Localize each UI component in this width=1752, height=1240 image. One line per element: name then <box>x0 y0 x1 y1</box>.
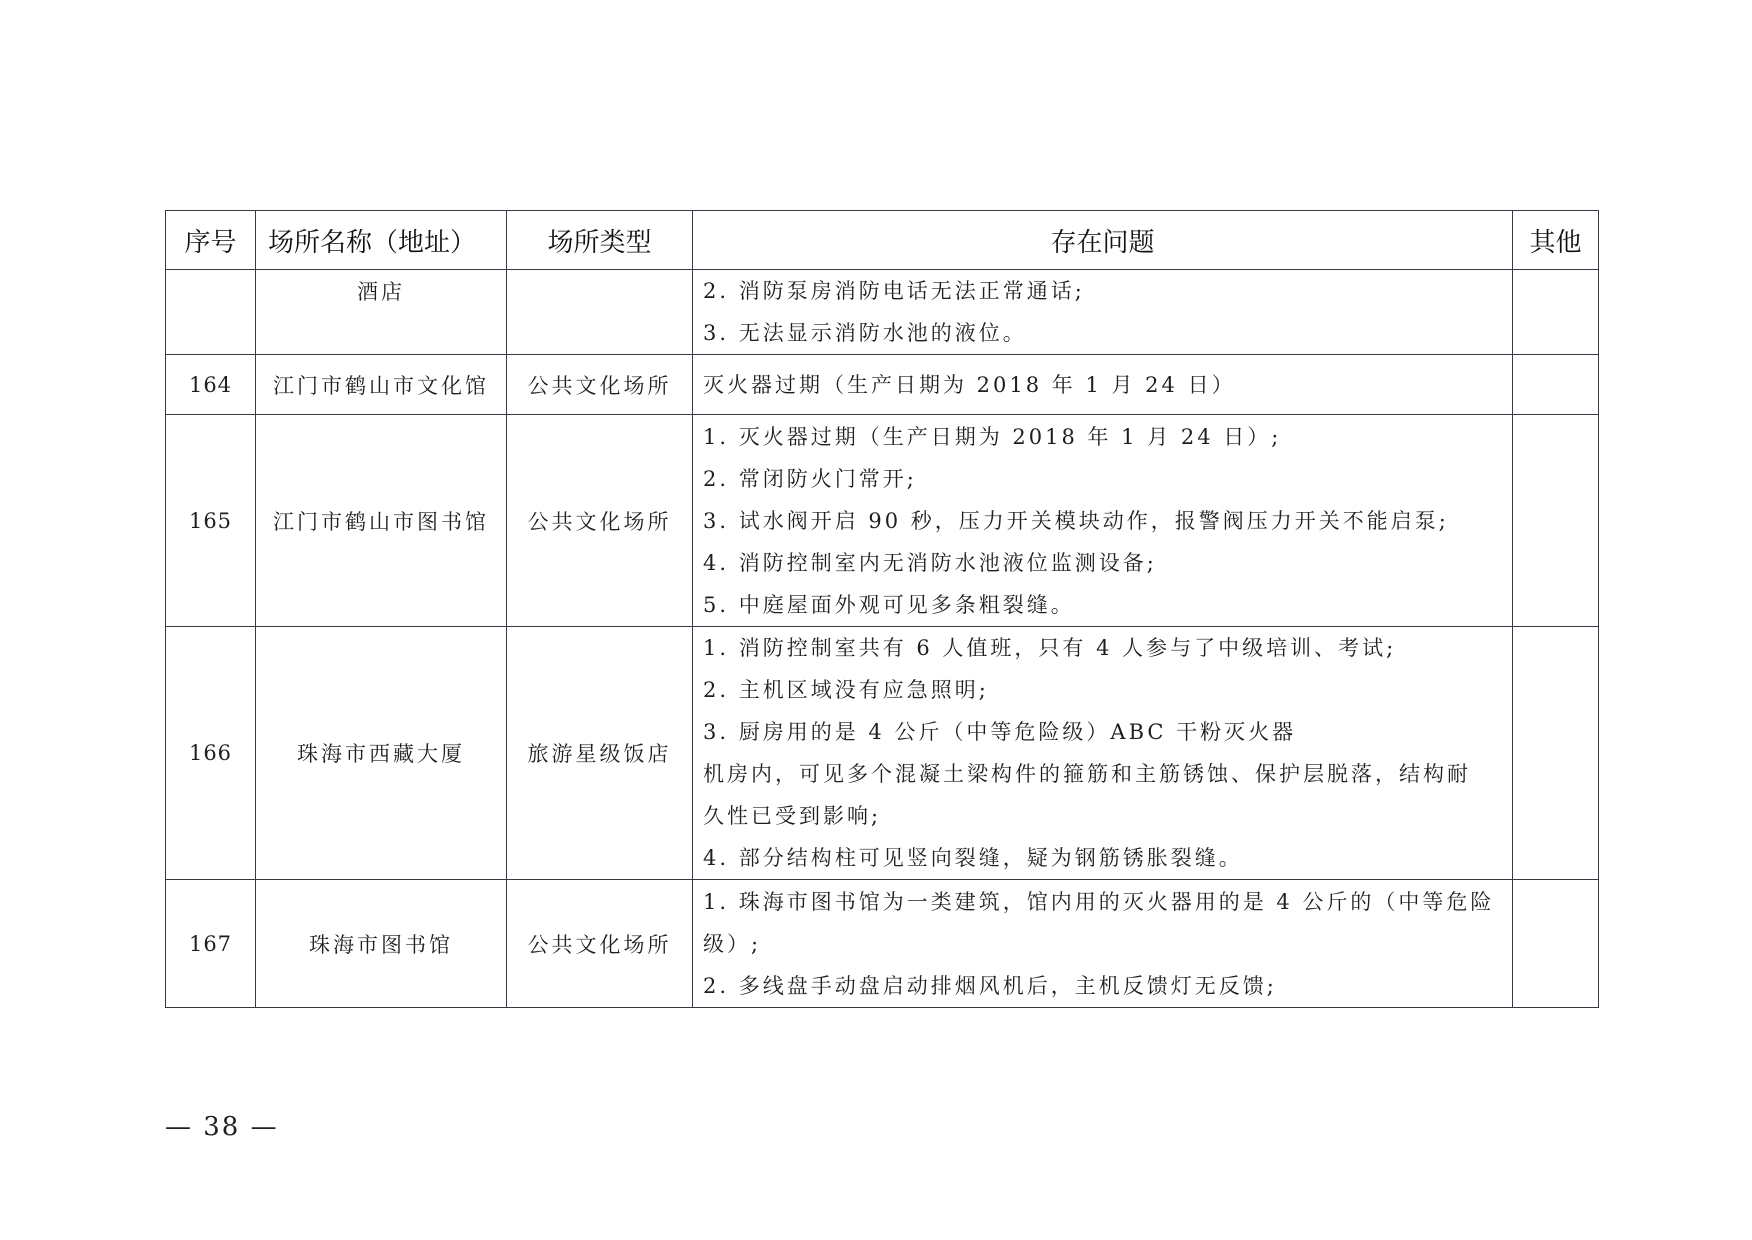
cell-problems <box>693 415 1513 627</box>
cell-seq: 165 <box>166 415 256 627</box>
cell-problems <box>693 355 1513 415</box>
problem-line: 4. 消防控制室内无消防水池液位监测设备; <box>703 550 1157 575</box>
problem-line: 2. 常闭防火门常开; <box>703 466 917 491</box>
cell-venue-type: 公共文化场所 <box>507 880 693 1008</box>
cell-seq <box>166 270 256 355</box>
problem-line: 3. 厨房用的是 4 公斤（中等危险级）ABC 干粉灭火器 <box>703 720 1297 744</box>
inspection-table <box>165 210 1599 1008</box>
table-row <box>166 880 1599 1008</box>
page-number: — 38 — <box>165 1112 279 1142</box>
header-venue-type: 场所类型 <box>507 211 693 270</box>
problem-line: 1. 灭火器过期（生产日期为 2018 年 1 月 24 日）; <box>703 424 1282 449</box>
cell-venue-type: 公共文化场所 <box>507 415 693 627</box>
problem-line: 5. 中庭屋面外观可见多条粗裂缝。 <box>703 592 1075 617</box>
header-problems: 存在问题 <box>693 211 1513 270</box>
table-row <box>166 270 1599 355</box>
header-seq: 序号 <box>166 211 256 270</box>
table-header-row <box>166 211 1599 270</box>
cell-venue-type: 旅游星级饭店 <box>507 627 693 880</box>
problem-line: 3. 试水阀开启 90 秒，压力开关模块动作，报警阀压力开关不能启泵; <box>703 508 1449 533</box>
problem-line: 2. 主机区域没有应急照明; <box>703 678 989 702</box>
problem-line: 1. 消防控制室共有 6 人值班，只有 4 人参与了中级培训、考试; <box>703 636 1397 660</box>
problem-line: 2. 消防泵房消防电话无法正常通话; <box>703 279 1085 303</box>
problem-line: 3. 无法显示消防水池的液位。 <box>703 321 1027 345</box>
cell-other <box>1513 270 1599 355</box>
cell-other <box>1513 880 1599 1008</box>
problem-line: 4. 部分结构柱可见竖向裂缝，疑为钢筋锈胀裂缝。 <box>703 846 1243 870</box>
cell-other <box>1513 355 1599 415</box>
table-row <box>166 355 1599 415</box>
cell-other <box>1513 627 1599 880</box>
cell-venue-name: 珠海市图书馆 <box>256 880 507 1008</box>
table-row <box>166 627 1599 880</box>
cell-venue-name: 珠海市西藏大厦 <box>256 627 507 880</box>
cell-venue-type <box>507 270 693 355</box>
cell-seq: 164 <box>166 355 256 415</box>
cell-venue-name: 江门市鹤山市文化馆 <box>256 355 507 415</box>
cell-seq: 167 <box>166 880 256 1008</box>
cell-venue-name: 酒店 <box>256 270 507 355</box>
problem-line: 1. 珠海市图书馆为一类建筑，馆内用的灭火器用的是 4 公斤的（中等危险 <box>703 889 1495 914</box>
table-row <box>166 415 1599 627</box>
cell-problems <box>693 270 1513 355</box>
cell-problems <box>693 880 1513 1008</box>
cell-problems <box>693 627 1513 880</box>
problem-line: 久性已受到影响; <box>703 804 882 828</box>
cell-other <box>1513 415 1599 627</box>
cell-seq: 166 <box>166 627 256 880</box>
problem-line: 级）; <box>703 931 762 956</box>
header-venue-name: 场所名称（地址） <box>256 211 507 270</box>
header-other: 其他 <box>1513 211 1599 270</box>
problem-line: 2. 多线盘手动盘启动排烟风机后，主机反馈灯无反馈; <box>703 973 1277 998</box>
problem-line: 机房内，可见多个混凝土梁构件的箍筋和主筋锈蚀、保护层脱落，结构耐 <box>703 762 1471 786</box>
cell-venue-name: 江门市鹤山市图书馆 <box>256 415 507 627</box>
cell-venue-type: 公共文化场所 <box>507 355 693 415</box>
problem-line: 灭火器过期（生产日期为 2018 年 1 月 24 日） <box>703 372 1236 397</box>
